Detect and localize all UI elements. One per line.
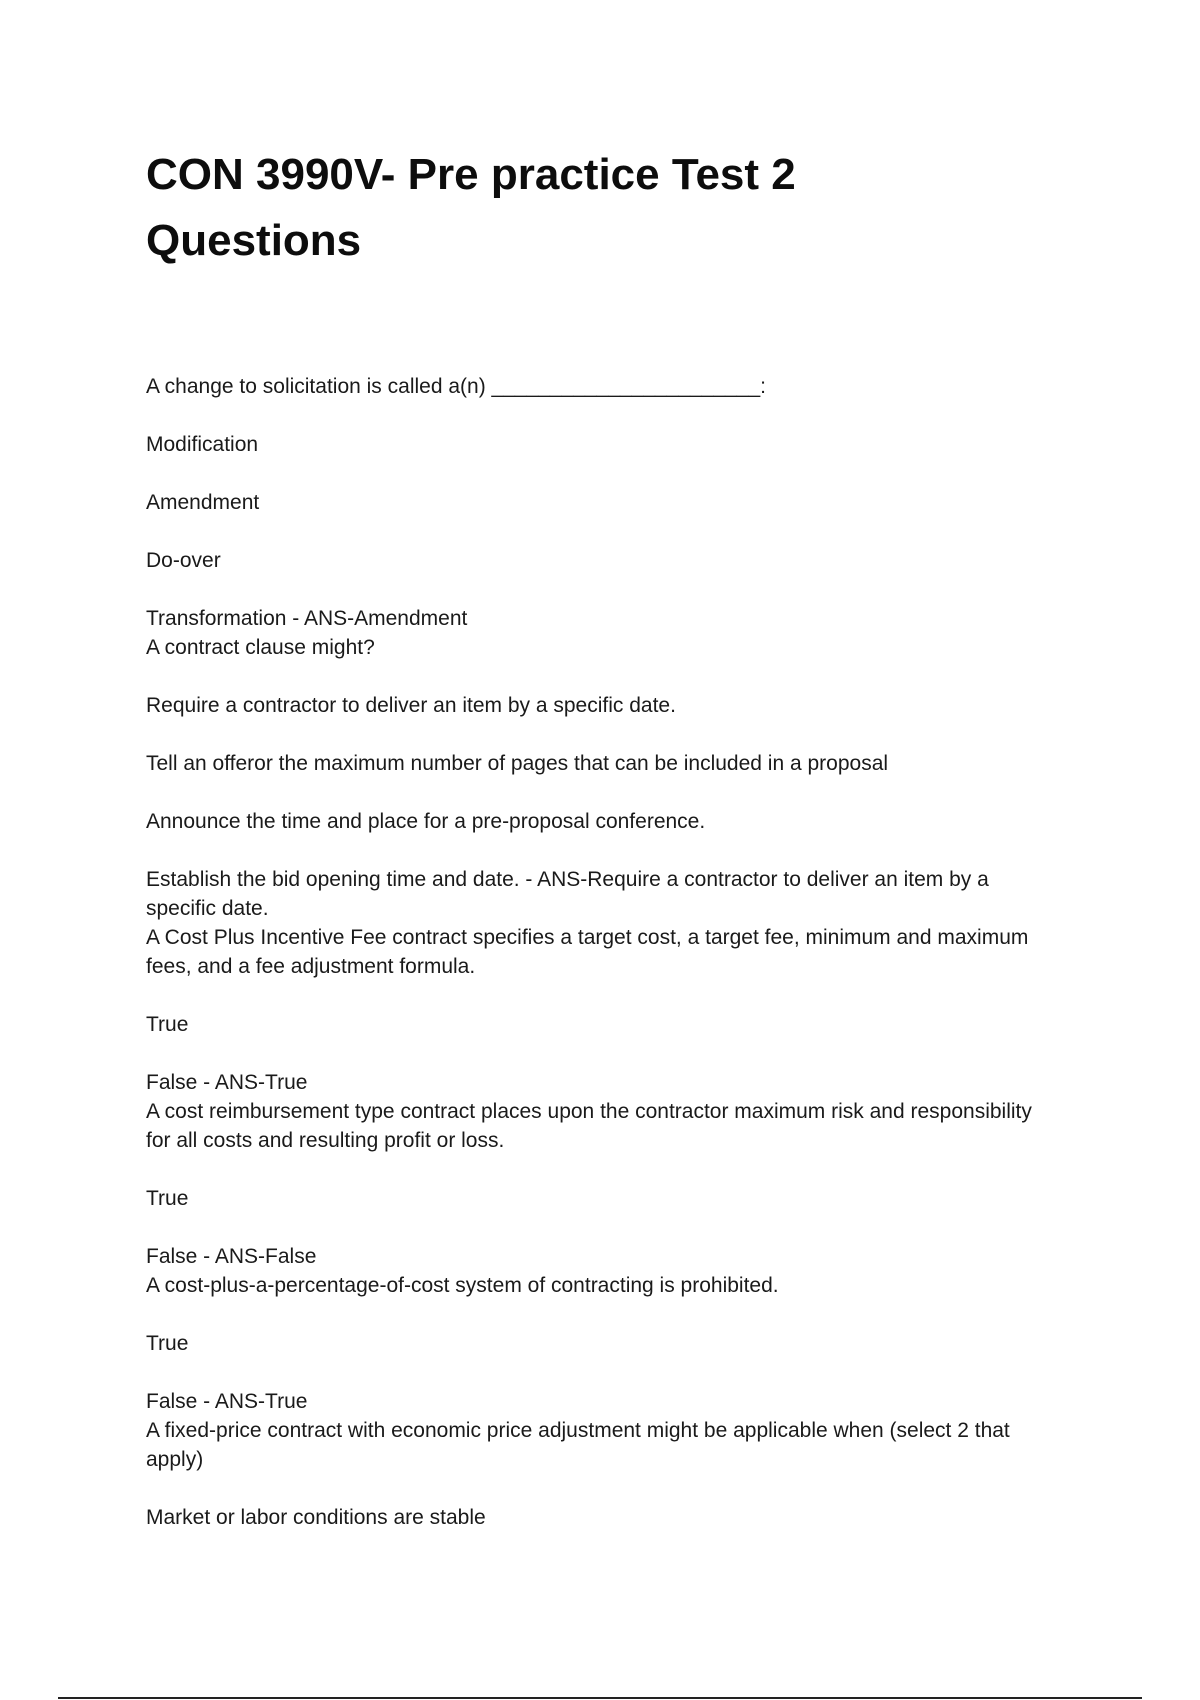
answer-option-with-key: Establish the bid opening time and date. - ANS-Require a contractor to deliver an item by a specific date. bbox=[146, 868, 995, 920]
question-text: A contract clause might? bbox=[146, 636, 375, 659]
page-title bbox=[146, 142, 906, 274]
answer-option-with-key: Transformation - ANS-Amendment bbox=[146, 607, 468, 630]
question-list bbox=[146, 372, 1046, 1532]
answer-option-with-key: False - ANS-True bbox=[146, 1071, 308, 1094]
question-text: A cost-plus-a-percentage-of-cost system of contracting is prohibited. bbox=[146, 1274, 779, 1297]
answer-option: Modification bbox=[146, 433, 259, 456]
answer-option-with-key: False - ANS-False bbox=[146, 1245, 317, 1268]
question-text: A change to solicitation is called a(n) _______________________: bbox=[146, 375, 766, 398]
title-line-1: CON 3990V- Pre practice Test 2 bbox=[146, 150, 796, 199]
answer-option: True bbox=[146, 1187, 189, 1210]
answer-option: Amendment bbox=[146, 491, 260, 514]
title-line-2: Questions bbox=[146, 216, 362, 265]
page-bottom-rule bbox=[58, 1697, 1142, 1699]
answer-option: True bbox=[146, 1013, 189, 1036]
answer-option: Market or labor conditions are stable bbox=[146, 1506, 486, 1529]
question-text: A cost reimbursement type contract places upon the contractor maximum risk and responsibility for all costs and resulting profit or loss. bbox=[146, 1100, 1038, 1152]
question-text: A Cost Plus Incentive Fee contract specifies a target cost, a target fee, minimum and maximum fees, and a fee adjustment formula. bbox=[146, 926, 1035, 978]
answer-option: True bbox=[146, 1332, 189, 1355]
question-text: A fixed-price contract with economic price adjustment might be applicable when (select 2 that apply) bbox=[146, 1419, 1016, 1471]
answer-option: Tell an offeror the maximum number of pages that can be included in a proposal bbox=[146, 752, 889, 775]
answer-option-with-key: False - ANS-True bbox=[146, 1390, 308, 1413]
answer-option: Announce the time and place for a pre-proposal conference. bbox=[146, 810, 706, 833]
answer-option: Require a contractor to deliver an item by a specific date. bbox=[146, 694, 676, 717]
answer-option: Do-over bbox=[146, 549, 221, 572]
